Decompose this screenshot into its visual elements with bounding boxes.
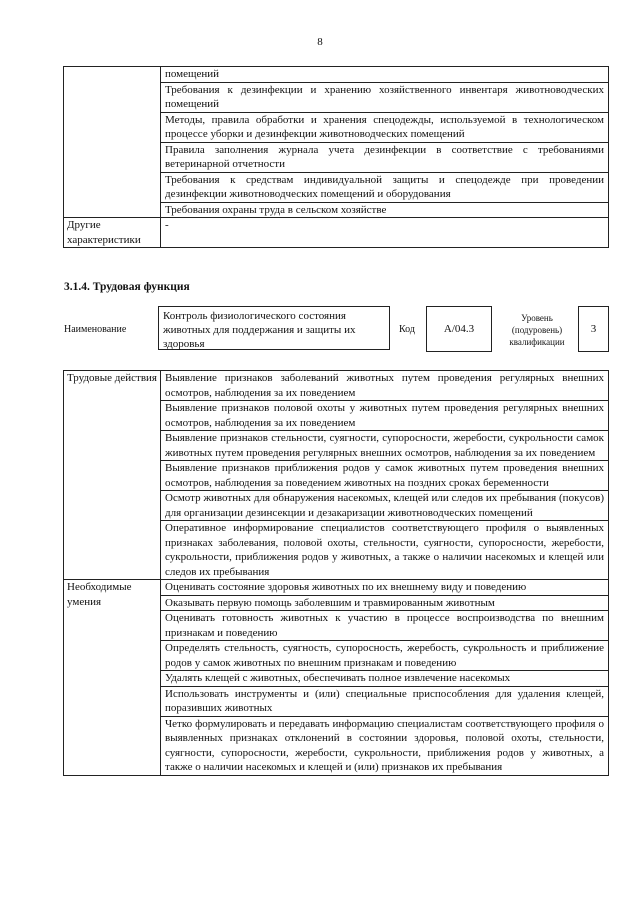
row-text: Требования охраны труда в сельском хозяйстве xyxy=(161,202,609,218)
section-heading: 3.1.4. Трудовая функция xyxy=(64,281,190,293)
row-label: Другие характеристики xyxy=(64,218,161,248)
action-item: Выявление признаков приближения родов у самок животных путем проведения внешних осмотров, наблюдения за поведением животных на поздних сроках беременности xyxy=(161,461,609,491)
labor-function-table xyxy=(63,370,609,776)
table-row xyxy=(64,580,609,596)
table-row xyxy=(64,371,609,401)
skill-item: Оценивать состояние здоровья животных по их внешнему виду и поведению xyxy=(161,580,609,596)
action-item: Осмотр животных для обнаружения насекомых, клещей или следов их пребывания (покусов) для организации дезинсекции и дезакаризации животноводческих помещений xyxy=(161,491,609,521)
row-text: - xyxy=(161,218,609,248)
skill-item: Четко формулировать и передавать информацию специалистам соответствующего профиля о выявленных признаках отклонений в состоянии здоровья, половой охоты, стельности, суягности, супоросности, жеребости, сукрольности, приближения родов у животных, а также о наличии насекомых и клещей и (или) признаков их пребывания xyxy=(161,716,609,775)
skill-item: Использовать инструменты и (или) специальные приспособления для удаления клещей, поразивших животных xyxy=(161,686,609,716)
row-text: Методы, правила обработки и хранения спецодежды, используемой в технологическом процессе уборки и дезинфекции животноводческих помещений xyxy=(161,112,609,142)
action-item: Оперативное информирование специалистов соответствующего профиля о выявленных признаках заболевания, половой охоты, стельности, суягности, супоросности, жеребости, сукрольности, приближения родов у животных, а также о наличии насекомых и клещей или следов их пребывания xyxy=(161,521,609,580)
group-label-actions: Трудовые действия xyxy=(64,371,161,580)
function-code-value: A/04.3 xyxy=(426,306,492,352)
name-label: Наименование xyxy=(64,324,127,335)
action-item: Выявление признаков половой охоты у животных путем проведения регулярных внешних осмотров, наблюдения за их поведением xyxy=(161,401,609,431)
group-label-skills: Необходимые умения xyxy=(64,580,161,776)
table-row xyxy=(64,218,609,248)
skill-item: Удалять клещей с животных, обеспечивать полное извлечение насекомых xyxy=(161,671,609,687)
row-text: Требования к средствам индивидуальной защиты и спецодежде при проведении дезинфекции животноводческих помещений и оборудования xyxy=(161,172,609,202)
row-text: помещений xyxy=(161,67,609,83)
code-label: Код xyxy=(399,324,415,335)
row-text: Правила заполнения журнала учета дезинфекции в соответствие с требованиями ветеринарной отчетности xyxy=(161,142,609,172)
action-item: Выявление признаков стельности, суягности, супоросности, жеребости, сукрольности самок животных путем проведения регулярных внешних осмотров, наблюдения за их поведением xyxy=(161,431,609,461)
requirements-table xyxy=(63,66,609,248)
table-row xyxy=(64,67,609,83)
level-label: Уровень (подуровень) квалификации xyxy=(509,313,565,347)
page-number: 8 xyxy=(317,36,323,48)
skill-item: Определять стельность, суягность, супоросность, жеребость, сукрольность и приближение родов у самок животных по внешним признакам и поведению xyxy=(161,641,609,671)
action-item: Выявление признаков заболеваний животных путем проведения регулярных внешних осмотров, наблюдения за их поведением xyxy=(161,371,609,401)
row-text: Требования к дезинфекции и хранению хозяйственного инвентаря животноводческих помещений xyxy=(161,82,609,112)
function-name-value: Контроль физиологического состояния животных для поддержания и защиты их здоровья xyxy=(158,306,390,350)
row-label-cell xyxy=(64,67,161,218)
level-value: 3 xyxy=(578,306,609,352)
skill-item: Оказывать первую помощь заболевшим и травмированным животным xyxy=(161,595,609,611)
skill-item: Оценивать готовность животных к участию в процессе воспроизводства по внешним признакам и поведению xyxy=(161,611,609,641)
